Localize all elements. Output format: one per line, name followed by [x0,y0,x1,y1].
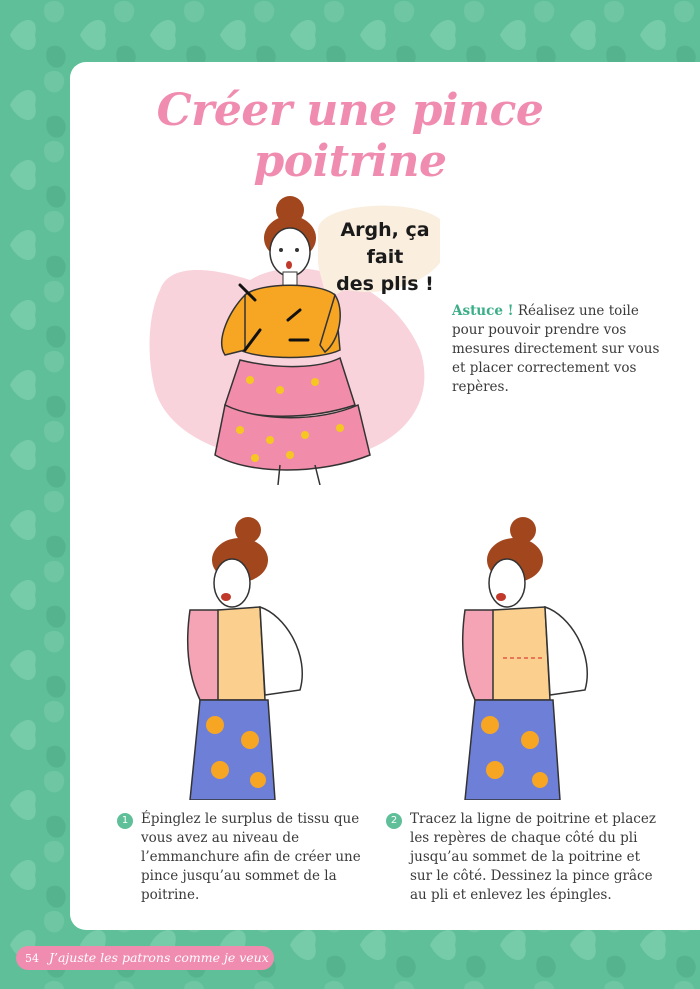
step-1-number: 1 [117,813,133,829]
speech-bubble-text [325,217,445,298]
page-number: 54 [25,952,39,965]
speech-bubble-line-2: des plis ! [336,273,434,295]
step-1-text: Épinglez le surplus de tissu que vous avez au niveau de l’emmanchure afin de créer une pince jusqu’au sommet de la poitrine. [141,811,361,903]
speech-bubble-line-1: Argh, ça fait [340,219,430,268]
step-2-illustration [435,515,615,800]
book-title: J’ajuste les patrons comme je veux [48,950,269,965]
step-1-illustration [160,515,330,800]
tip-box [452,302,662,397]
tip-label: Astuce ! [452,303,514,319]
page-title: Créer une pince poitrine [156,85,544,187]
step-2-number: 2 [386,813,402,829]
page-footer [16,946,274,970]
step-2-text: Tracez la ligne de poitrine et placez les repères de chaque côté du pli jusqu’au sommet de la poitrine et sur le côté. Dessinez la pince grâce au pli et enlevez les épingles. [410,811,656,903]
tip-text: Réalisez une toile pour pouvoir prendre vos mesures directement sur vous et placer correctement vos repères. [452,303,660,395]
